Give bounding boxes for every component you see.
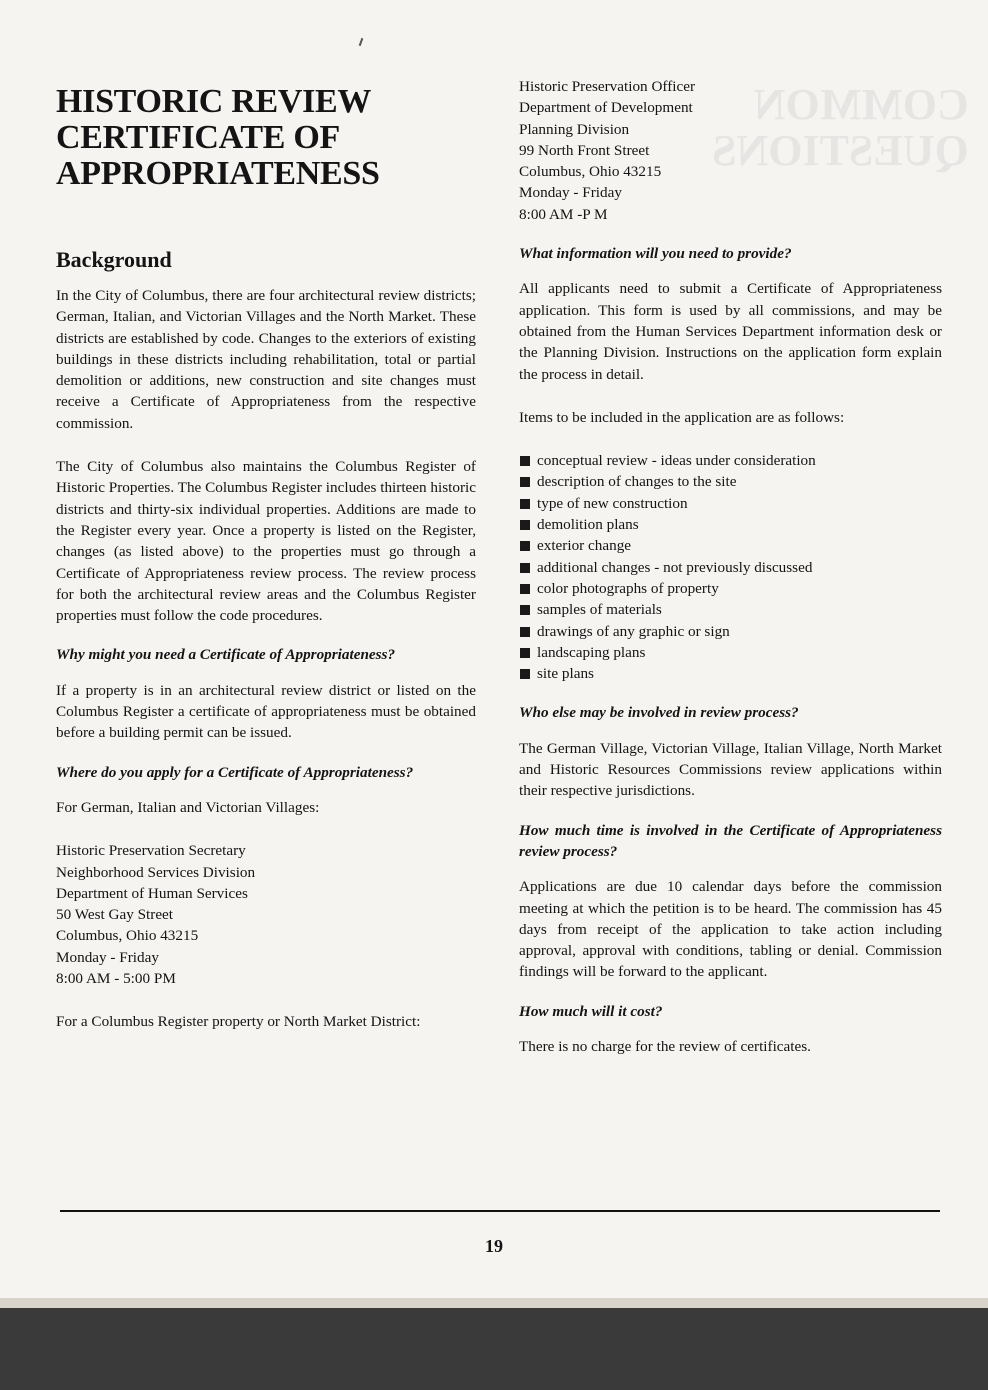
list-item: site plans — [519, 663, 942, 684]
page-title — [56, 84, 476, 192]
answer-info: All applicants need to submit a Certificate of Appropriateness application. This form is used by all commissions, and may be obtained from the Human Services Department information desk or the Planning Division. Instructions on the application form explain the process in detail. — [519, 280, 942, 383]
answer-who: The German Village, Victorian Village, Italian Village, North Market and Historic Resources Commissions review applications within their respective jurisdictions. — [519, 739, 942, 800]
answer-why: If a property is in an architectural review district or listed on the Columbus Register a certificate of appropriateness must be obtained before a building permit can be issued. — [56, 681, 476, 742]
question-time: How much time is involved in the Certificate of Appropriateness review process? — [519, 821, 942, 860]
list-item: exterior change — [519, 535, 942, 556]
address-line: Columbus, Ohio 43215 — [56, 927, 199, 945]
question-where: Where do you apply for a Certificate of Appropriateness? — [56, 763, 414, 781]
right-column — [519, 76, 942, 1057]
footer-rule — [60, 1210, 940, 1212]
address-line: Department of Human Services — [56, 884, 248, 902]
question-cost: How much will it cost? — [519, 1002, 663, 1020]
question-why: Why might you need a Certificate of Appropriateness? — [56, 646, 396, 664]
address-line: Planning Division — [519, 120, 630, 138]
background-paragraph-2: The City of Columbus also maintains the Columbus Register of Historic Properties. The Columbus Register includes thirteen historic districts and thirty-six individual properties. Additions are made to the Register every year. Once a property is listed on the Register, changes (as listed above) to the properties must go through a Certificate of Appropriateness review process. The review process for both the architectural review areas and the Columbus Register properties must follow the code procedures. — [56, 458, 476, 625]
answer-time: Applications are due 10 calendar days before the commission meeting at which the petition is to be heard. The commission has 45 days from receipt of the application to take action including approval, approval with conditions, tabling or denial. Commission findings will be forward to the applicant. — [519, 878, 942, 981]
answer-cost: There is no charge for the review of certificates. — [519, 1037, 811, 1055]
address-line: 8:00 AM -P M — [519, 205, 608, 223]
list-item: drawings of any graphic or sign — [519, 621, 942, 642]
address-line: Columbus, Ohio 43215 — [519, 163, 662, 181]
page-edge — [0, 1298, 988, 1308]
villages-intro: For German, Italian and Victorian Villages: — [56, 798, 320, 816]
items-intro: Items to be included in the application are as follows: — [519, 408, 845, 426]
background-paragraph-1: In the City of Columbus, there are four architectural review districts; German, Italian, and Victorian Villages and the North Market. These districts are established by code. Changes to the exteriors of existing buildings in these districts including rehabilitation, total or partial demolition or additions, new construction and site changes must receive a Certificate of Appropriateness from the respective commission. — [56, 287, 476, 432]
address-line: Historic Preservation Officer — [519, 78, 696, 95]
question-info: What information will you need to provide? — [519, 245, 792, 263]
address-line: Historic Preservation Secretary — [56, 842, 246, 860]
background-heading: Background — [56, 247, 172, 272]
address-register — [519, 76, 942, 225]
list-item: description of changes to the site — [519, 471, 942, 492]
address-villages — [56, 840, 476, 989]
items-list — [519, 450, 942, 684]
scan-mark — [359, 38, 364, 46]
question-who: Who else may be involved in review process? — [519, 704, 799, 722]
address-line: 8:00 AM - 5:00 PM — [56, 970, 176, 988]
list-item: conceptual review - ideas under consideration — [519, 450, 942, 471]
address-line: Department of Development — [519, 99, 693, 117]
list-item: additional changes - not previously discussed — [519, 557, 942, 578]
register-intro: For a Columbus Register property or North Market District: — [56, 1013, 421, 1031]
list-item: demolition plans — [519, 514, 942, 535]
page-number: 19 — [485, 1236, 503, 1256]
title-line: CERTIFICATE OF — [56, 119, 340, 156]
address-line: Monday - Friday — [519, 184, 622, 202]
left-column — [56, 84, 476, 1033]
address-line: 50 West Gay Street — [56, 906, 174, 924]
show-through-text: COMMON QUESTIONS — [712, 80, 969, 175]
title-line: APPROPRIATENESS — [56, 155, 380, 192]
address-line: 99 North Front Street — [519, 141, 650, 159]
address-line: Neighborhood Services Division — [56, 863, 256, 881]
address-line: Monday - Friday — [56, 948, 159, 966]
list-item: landscaping plans — [519, 642, 942, 663]
list-item: samples of materials — [519, 599, 942, 620]
title-line: HISTORIC REVIEW — [56, 83, 372, 120]
list-item: type of new construction — [519, 493, 942, 514]
list-item: color photographs of property — [519, 578, 942, 599]
